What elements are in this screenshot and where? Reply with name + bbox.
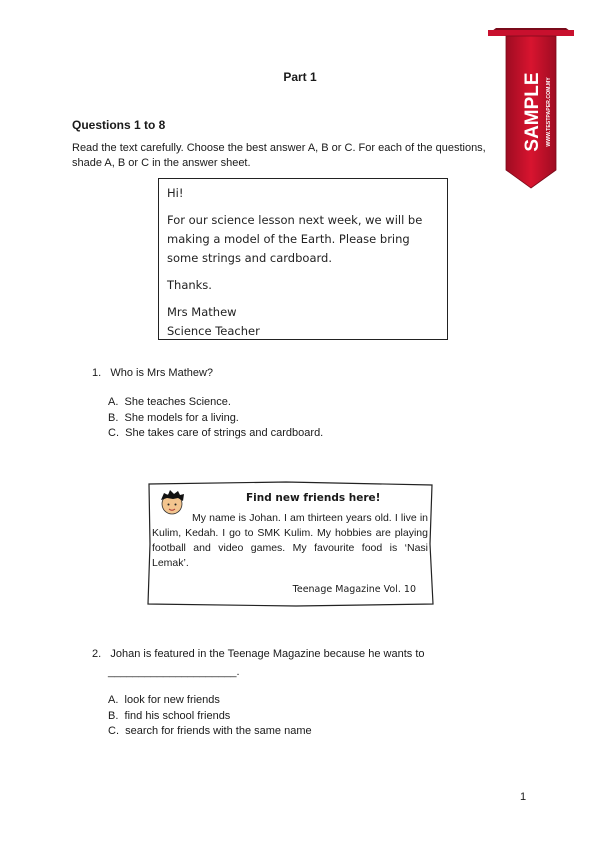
- question-2-option-b[interactable]: [108, 709, 312, 725]
- note-body-line-3: some strings and cardboard.: [167, 251, 332, 265]
- page-number: 1: [520, 791, 527, 803]
- question-1-option-b[interactable]: [108, 411, 323, 427]
- option-letter: C.: [108, 725, 119, 737]
- question-2-option-c[interactable]: [108, 724, 312, 740]
- note-signature-role: Science Teacher: [167, 324, 260, 338]
- option-letter: B.: [108, 709, 119, 722]
- sample-ribbon-icon: [488, 20, 574, 192]
- section-title: Questions 1 to 8: [72, 118, 166, 132]
- option-text: find his school friends: [124, 709, 231, 722]
- option-text: She models for a living.: [124, 411, 239, 424]
- option-letter: A.: [108, 694, 119, 706]
- option-letter: C.: [108, 427, 119, 439]
- instructions-line-1: Read the text carefully. Choose the best answer A, B or C. For each of the questions,: [72, 142, 486, 154]
- note-signature-name: Mrs Mathew: [167, 305, 237, 319]
- question-1-number: 1.: [92, 367, 102, 379]
- question-1: [92, 367, 213, 379]
- option-text: look for new friends: [124, 694, 220, 706]
- magazine-clipping: [146, 480, 434, 608]
- option-text: search for friends with the same name: [125, 725, 312, 737]
- magazine-source: Teenage Magazine Vol. 10: [292, 584, 416, 595]
- option-letter: A.: [108, 396, 119, 408]
- option-text: She takes care of strings and cardboard.: [125, 427, 324, 439]
- magazine-title: Find new friends here!: [246, 492, 381, 504]
- question-1-text: Who is Mrs Mathew?: [110, 367, 214, 379]
- question-2-options: [108, 693, 312, 740]
- instructions-line-2: shade A, B or C in the answer sheet.: [72, 157, 251, 169]
- watermark-site: WWW.TESTPAPER.COM.MY: [546, 77, 552, 147]
- note-body-line-1: For our science lesson next week, we will be: [167, 213, 423, 227]
- part-title: Part 1: [283, 70, 317, 84]
- question-2-option-a[interactable]: [108, 693, 312, 709]
- note-greeting: Hi!: [167, 186, 184, 200]
- question-2-number: 2.: [92, 648, 102, 660]
- question-1-options: [108, 395, 323, 442]
- note-closing: Thanks.: [167, 278, 212, 292]
- option-text: She teaches Science.: [124, 396, 231, 408]
- watermark-label: SAMPLE: [522, 72, 543, 152]
- magazine-text: My name is Johan. I am thirteen years old. I live in Kulim, Kedah. I go to SMK Kulim. My hobbies are playing football and video games. My favourite food is ‘Nasi Lemak’.: [152, 512, 428, 569]
- question-2-blank: _____________________.: [108, 666, 240, 678]
- question-2-text: Johan is featured in the Teenage Magazine because he wants to: [110, 648, 425, 660]
- option-letter: B.: [108, 411, 119, 424]
- question-1-option-c[interactable]: [108, 426, 323, 442]
- question-1-option-a[interactable]: [108, 395, 323, 411]
- question-2: [92, 648, 425, 660]
- note-body-line-2: making a model of the Earth. Please bring: [167, 232, 410, 246]
- teacher-note: [158, 178, 448, 340]
- instructions: [72, 141, 512, 171]
